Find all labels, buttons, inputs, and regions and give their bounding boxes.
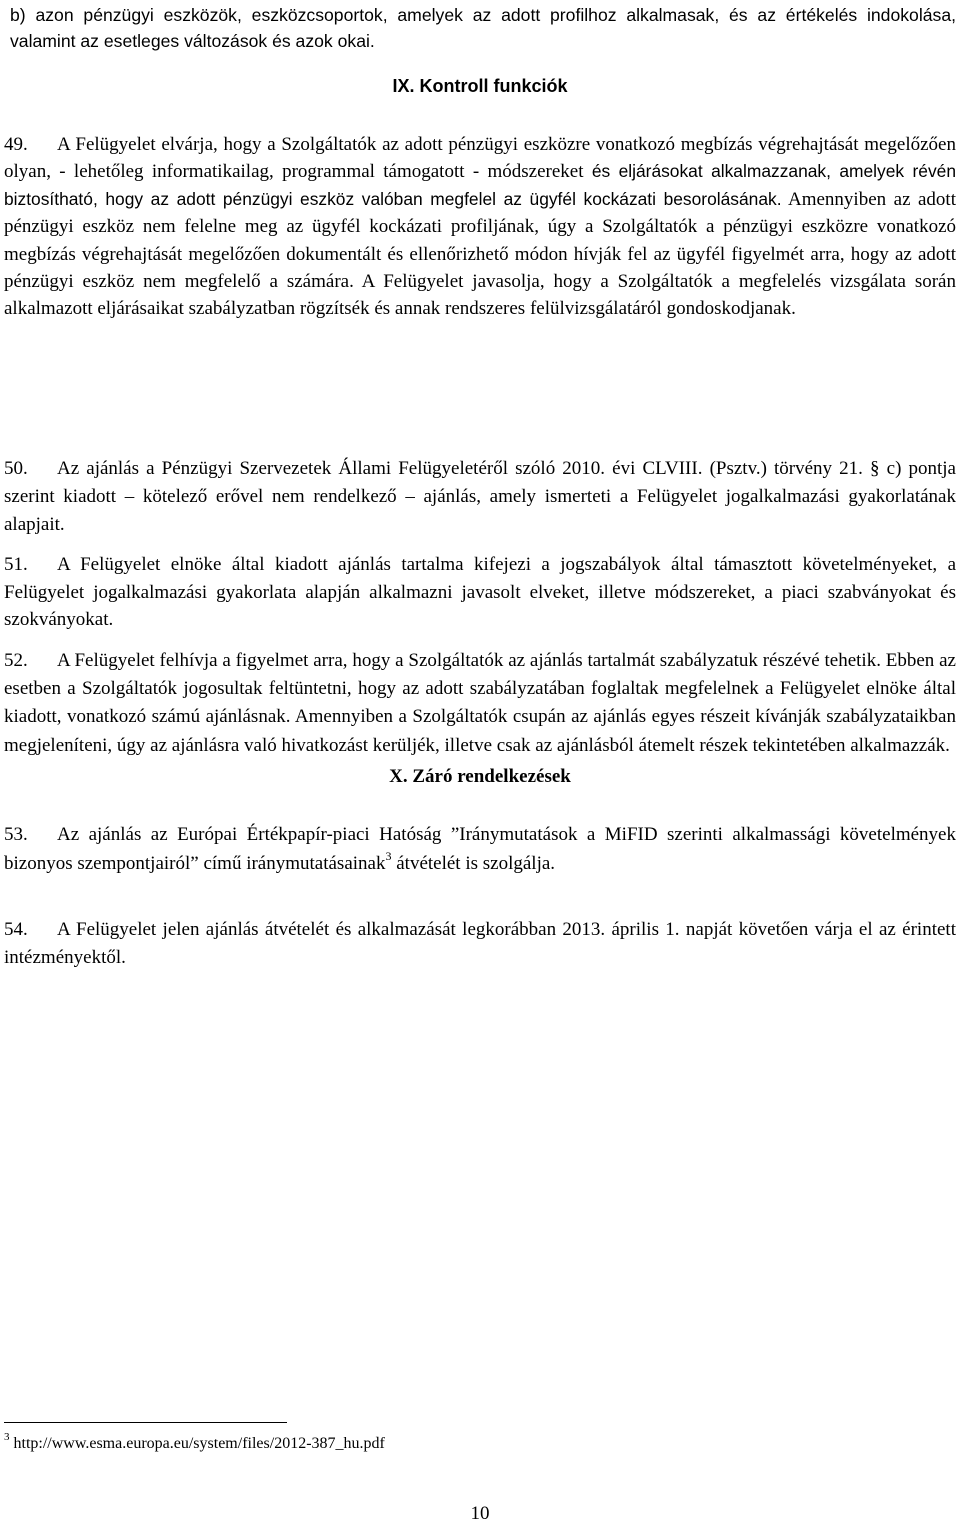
footnote [4, 1430, 385, 1454]
paragraph-52 [4, 647, 956, 760]
paragraph-number: 54. [4, 919, 28, 940]
paragraph-54 [4, 916, 956, 971]
paragraph-text: átvételét is szolgálja. [391, 852, 556, 874]
footnote-link[interactable]: http://www.esma.europa.eu/system/files/2012-387_hu.pdf [9, 1435, 385, 1452]
paragraph-text: és eljárásokat alkalmazzanak, amelyek révén biztosítható, hogy az adott pénzügyi eszköz valóban megfelel az ügyfél kockázati besorolásának. [4, 161, 956, 209]
paragraph-50 [4, 455, 956, 539]
footnote-reference: 3 [385, 849, 392, 864]
page-number: 10 [470, 1503, 490, 1524]
section-heading-ix: IX. Kontroll funkciók [392, 76, 568, 96]
paragraph-number: 49. [4, 134, 28, 155]
paragraph-number: 50. [4, 458, 28, 479]
section-heading-x: X. Záró rendelkezések [389, 766, 571, 787]
paragraph-number: 53. [4, 824, 28, 845]
paragraph-51 [4, 551, 956, 634]
paragraph-49 [4, 131, 956, 323]
list-item-b: b) azon pénzügyi eszközök, eszközcsoportok, amelyek az adott profilhoz alkalmasak, és az értékelés indokolása, valamint az esetleges változások és azok okai. [10, 5, 956, 51]
paragraph-text: Az ajánlás a Pénzügyi Szervezetek Állami Felügyeletéről szóló 2010. évi CLVIII. (Psztv.) törvény 21. § c) pontja szerint kiadott – kötelező erővel nem rendelkező – ajánlás, amely ismerteti a Felügyelet jogalkalmazási gyakorlatának alapjait. [4, 458, 956, 535]
paragraph-53 [4, 821, 956, 878]
paragraph-text: Amennyiben az adott pénzügyi eszköz nem felelne meg az ügyfél kockázati profiljának, úgy a Szolgáltatók a pénzügyi eszközre vonatkozó megbízás végrehajtását megelőzően dokumentált és ellenőrizhető módon hívják fel az ügyfél figyelmét arra, hogy az adott pénzügyi eszköz nem megfelelő a számára. A Felügyelet javasolja, hogy a Szolgáltatók a megfelelés vizsgálata során alkalmazott eljárásaikat szabályzatban rögzítsék és annak rendszeres felülvizsgálatáról gondoskodjanak. [4, 188, 956, 320]
paragraph-text: Az ajánlás az Európai Értékpapír-piaci Hatóság ”Iránymutatások a MiFID szerinti alkalmassági követelmények bizonyos szempontjairól” című iránymutatásainak [4, 824, 956, 874]
paragraph-text: A Felügyelet jelen ajánlás átvételét és alkalmazását legkorábban 2013. április 1. napját követően várja el az érintett intézményektől. [4, 919, 956, 968]
footnote-marker: 3 [4, 1430, 10, 1443]
paragraph-text: A Felügyelet elnöke által kiadott ajánlás tartalma kifejezi a jogszabályok által támasztott követelményeket, a Felügyelet jogalkalmazási gyakorlata alapján alkalmazni javasolt elveket, illetve módszereket, a piaci szabványokat és szokványokat. [4, 554, 956, 630]
paragraph-number: 52. [4, 650, 28, 671]
paragraph-text: A Felügyelet felhívja a figyelmet arra, hogy a Szolgáltatók az ajánlás tartalmát szabályzatuk részévé tehetik. Ebben az esetben a Szolgáltatók jogosultak feltüntetni, hogy az adott szabályzatában foglaltak megfelelnek a Felügyelet elnöke által kiadott, vonatkozó számú ajánlásnak. Amennyiben a Szolgáltatók csupán az ajánlás egyes részeit kívánják szabályzataikban megjeleníteni, úgy az ajánlásra való hivatkozást kerüljék, illetve csak az ajánlásból átemelt részek tekintetében alkalmazzák. [4, 650, 956, 756]
paragraph-text: A Felügyelet elvárja, hogy a Szolgáltatók az adott pénzügyi eszközre vonatkozó megbízás végrehajtását megelőzően olyan, - lehetőleg informatikailag, programmal támogatott - módszereket [4, 134, 956, 183]
paragraph-number: 51. [4, 554, 28, 575]
footnote-divider [4, 1422, 287, 1423]
